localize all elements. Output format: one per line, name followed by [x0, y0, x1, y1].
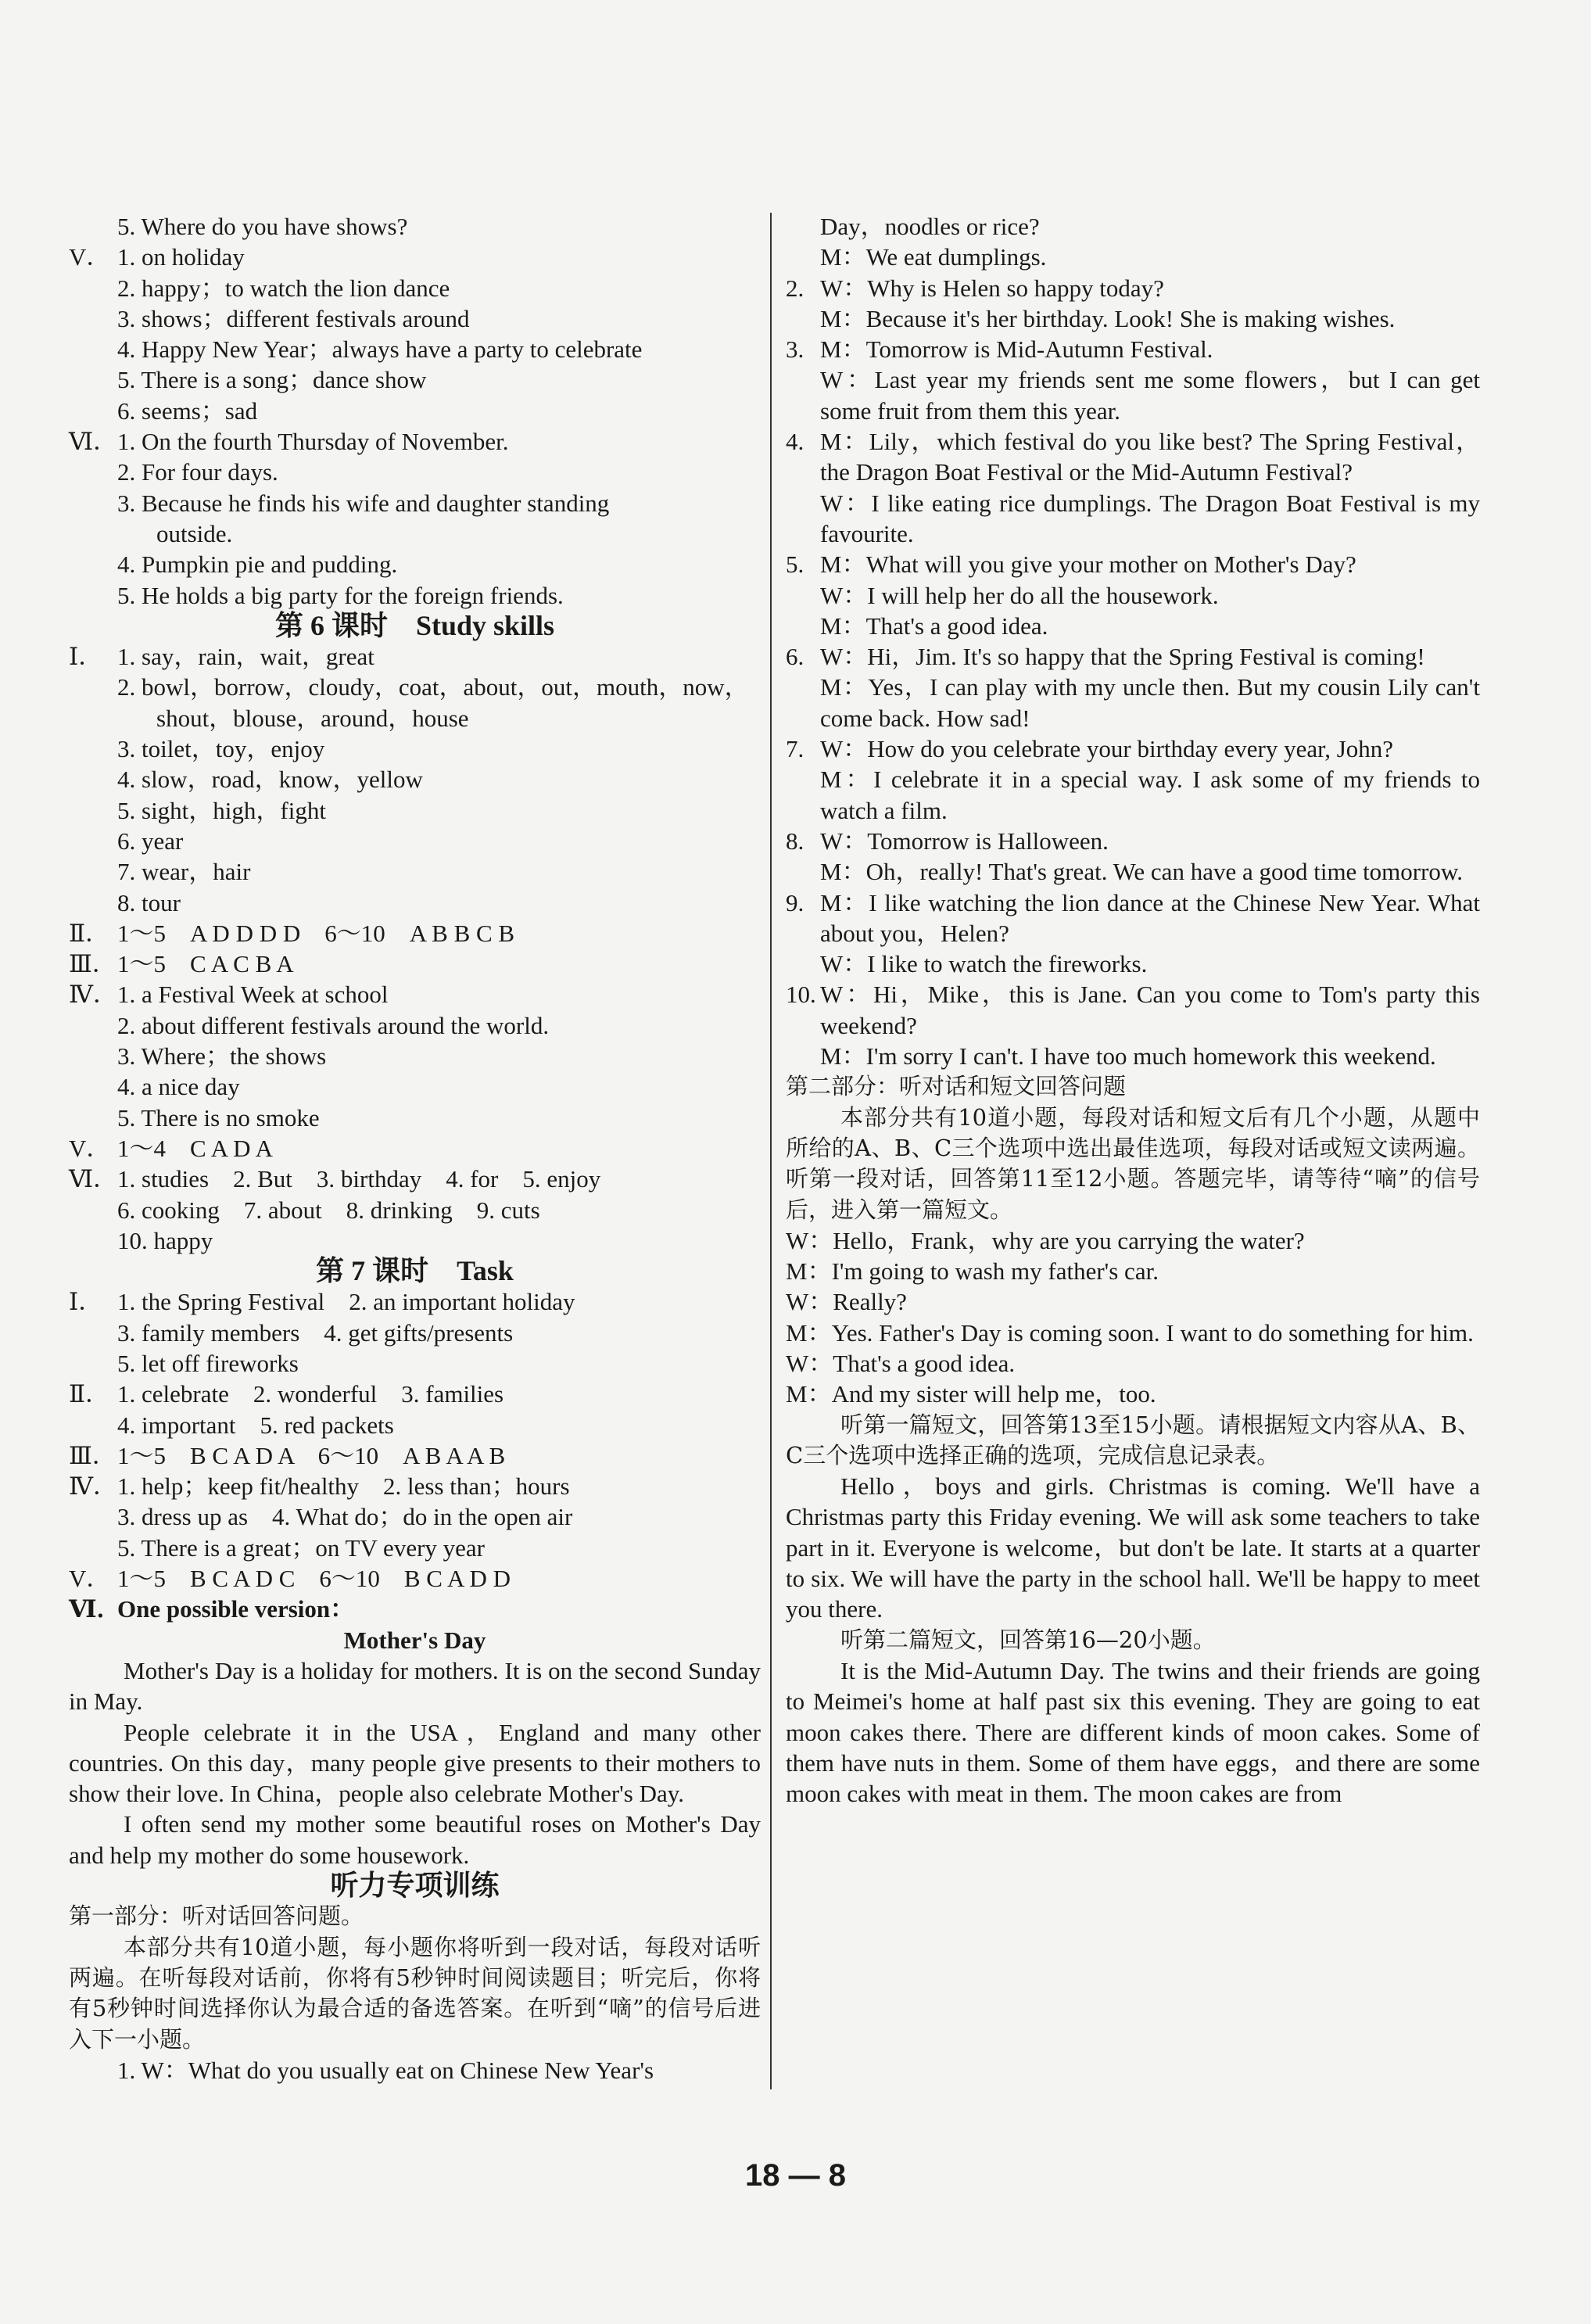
left-column [69, 211, 761, 2086]
answer-line [69, 918, 761, 949]
line-text: W：I like to watch the fireworks. [820, 950, 1148, 978]
section-number: Ⅲ． [69, 950, 116, 978]
line-text: 8. tour [117, 888, 181, 916]
answer-line [69, 364, 761, 395]
dialogue-line [786, 733, 1480, 764]
answer-line [69, 211, 761, 242]
answer-line [69, 518, 761, 549]
line-text: 4. slow，road，know，yellow [117, 766, 423, 794]
line-text: One possible version： [117, 1595, 355, 1623]
line-text: 1. studies 2. But 3. birthday 4. for 5. enjoy [117, 1165, 601, 1193]
instruction-heading: 第一部分：听对话回答问题。 [69, 1903, 364, 1930]
item-number: 2. [786, 274, 804, 302]
line-text: 1. celebrate 2. wonderful 3. families [117, 1380, 504, 1408]
line-text: 2. For four days. [117, 458, 278, 486]
item-number: 6. [786, 643, 804, 671]
answer-line [69, 1318, 761, 1348]
answer-line [69, 1195, 761, 1225]
line-text: shout，blouse，around，house [156, 704, 469, 732]
answer-line [69, 1103, 761, 1133]
answer-line [69, 672, 761, 702]
line-text: 1. say，rain，wait，great [117, 643, 374, 671]
line-text: W：Hi，Jim. It's so happy that the Spring Festival is coming! [820, 643, 1425, 671]
line-text: 4. Happy New Year；always have a party to celebrate [117, 335, 643, 364]
answer-line [69, 1010, 761, 1041]
answer-line [69, 1533, 761, 1563]
line-text: 5. Where do you have shows? [117, 213, 408, 240]
answer-line [69, 641, 761, 672]
answer-line [69, 1041, 761, 1071]
item-number: 10. [786, 981, 816, 1009]
line-text: M：I like watching the lion dance at the Chinese New Year. What about you，Helen? [820, 888, 1480, 947]
line-text: M：What will you give your mother on Mother's Day? [820, 551, 1356, 579]
line-text: 5. There is a great；on TV every year [117, 1533, 485, 1562]
answer-line [69, 1471, 761, 1501]
item-number: 5. [786, 551, 804, 579]
line-text: M：I'm sorry I can't. I have too much homework this weekend. [820, 1042, 1436, 1071]
answer-line [69, 733, 761, 764]
line-text: 10. happy [117, 1226, 213, 1254]
line-text: 1～5 B C A D C 6～10 B C A D D [117, 1565, 511, 1593]
answer-line [69, 549, 761, 579]
answer-line [69, 457, 761, 487]
line-text: 5. sight，high，fight [117, 796, 326, 824]
item-number: 9. [786, 888, 804, 916]
dialogue-line [786, 856, 1480, 887]
section-heading: 第 7 课时 Task [316, 1255, 514, 1287]
line-text: W：How do you celebrate your birthday every year, John? [820, 735, 1394, 763]
essay-title: Mother's Day [343, 1626, 486, 1654]
answer-line [69, 2055, 761, 2086]
answer-line [69, 580, 761, 611]
answer-line [69, 703, 761, 733]
dialogue-line: M：Yes. Father's Day is coming soon. I want to do something for him. [786, 1318, 1474, 1347]
line-text: 5. There is no smoke [117, 1103, 320, 1132]
section-number: Ⅵ． [69, 1165, 118, 1193]
line-text: 6. seems；sad [117, 396, 258, 425]
instruction-text: 本部分共有10道小题，每小题你将听到一段对话，每段对话听两遍。在听每段对话前，你将有5秒钟时间阅读题目；听完后，你将有5秒钟时间选择你认为最合适的备选答案。在听到“嘀”的信号后进入下一小题。 [69, 1933, 761, 2053]
answer-line [69, 273, 761, 303]
dialogue-line [786, 979, 1480, 1041]
line-text: M：I celebrate it in a special way. I ask some of my friends to watch a film. [820, 766, 1480, 824]
answer-line [69, 488, 761, 518]
section-number: V． [69, 1134, 111, 1162]
line-text: W：Last year my friends sent me some flowers，but I can get some fruit from them this year. [820, 366, 1480, 425]
dialogue-line [786, 334, 1480, 364]
line-text: 3. family members 4. get gifts/presents [117, 1318, 514, 1347]
line-text: 1. the Spring Festival 2. an important holiday [117, 1288, 575, 1316]
answer-line [69, 1379, 761, 1409]
section-number: Ⅲ． [69, 1441, 116, 1469]
line-text: 5. let off fireworks [117, 1349, 299, 1377]
answer-line [69, 1071, 761, 1102]
dialogue-line [786, 672, 1480, 733]
item-number: 4. [786, 428, 804, 456]
answer-line [69, 826, 761, 856]
line-text: W：I like eating rice dumplings. The Dragon Boat Festival is my favourite. [820, 489, 1480, 547]
paragraph: It is the Mid-Autumn Day. The twins and their friends are going to Meimei's home at half past six this evening. They are going to eat moon cakes there. There are different kinds of moon cakes. Some of them have nuts in them. Some of them have eggs，and there are some moon cakes with meat in them. The moon cakes are from [786, 1656, 1480, 1808]
line-text: Day，noodles or rice? [820, 213, 1040, 240]
line-text: W：I will help her do all the housework. [820, 581, 1219, 609]
paragraph: I often send my mother some beautiful roses on Mother's Day and help my mother do some housework. [69, 1810, 761, 1869]
line-text: 1～5 A D D D D 6～10 A B B C B [117, 919, 515, 947]
line-text: M：That's a good idea. [820, 611, 1048, 640]
line-text: 1. W：What do you usually eat on Chinese New Year's [117, 2056, 654, 2084]
line-text: outside. [156, 519, 233, 547]
section-number: Ⅰ． [69, 643, 103, 671]
dialogue-line [786, 1041, 1480, 1071]
section-number: Ⅵ． [69, 428, 118, 456]
dialogue-line: W：Hello，Frank，why are you carrying the water? [786, 1226, 1305, 1254]
line-text: 1. On the fourth Thursday of November. [117, 428, 509, 456]
answer-line [69, 1133, 761, 1164]
line-text: M：We eat dumplings. [820, 243, 1047, 271]
answer-line [69, 1164, 761, 1194]
answer-line [69, 242, 761, 272]
section-number: Ⅵ． [69, 1595, 121, 1623]
line-text: 4. a nice day [117, 1073, 240, 1101]
dialogue-line: M：I'm going to wash my father's car. [786, 1257, 1159, 1286]
answer-line [69, 795, 761, 826]
line-text: 3. Because he finds his wife and daughter standing [117, 489, 610, 517]
line-text: 3. toilet，toy，enjoy [117, 735, 325, 763]
line-text: M：Because it's her birthday. Look! She is making wishes. [820, 304, 1396, 332]
section-number: Ⅱ． [69, 919, 110, 947]
instruction-heading: 第二部分：听对话和短文回答问题 [786, 1073, 1127, 1100]
dialogue-line [786, 611, 1480, 641]
answer-line [69, 334, 761, 364]
line-text: 6. year [117, 827, 184, 855]
paragraph: People celebrate it in the USA，England and many other countries. On this day，many people give presents to their mothers to show their love. In China，people also celebrate Mother's Day. [69, 1718, 761, 1808]
line-text: 1. on holiday [117, 243, 245, 271]
dialogue-line: M：And my sister will help me，too. [786, 1380, 1156, 1408]
item-number: 3. [786, 335, 804, 364]
instruction-text: 听第二篇短文，回答第16—20小题。 [840, 1626, 1216, 1653]
answer-line [69, 396, 761, 426]
dialogue-line [786, 242, 1480, 272]
dialogue-line [786, 211, 1480, 242]
line-text: 6. cooking 7. about 8. drinking 9. cuts [117, 1196, 540, 1224]
answer-line [69, 1410, 761, 1440]
line-text: W：Why is Helen so happy today? [820, 274, 1164, 302]
line-text: 3. shows；different festivals around [117, 304, 470, 332]
answer-line [69, 1563, 761, 1594]
section-heading: 听力专项训练 [330, 1870, 500, 1902]
line-text: 3. dress up as 4. What do；do in the open air [117, 1503, 573, 1531]
dialogue-line: W：That's a good idea. [786, 1349, 1016, 1377]
line-text: 1～5 B C A D A 6～10 A B A A B [117, 1441, 506, 1469]
line-text: M：Tomorrow is Mid-Autumn Festival. [820, 335, 1213, 364]
dialogue-line [786, 488, 1480, 550]
answer-line [69, 856, 761, 887]
instruction-text: 听第一篇短文，回答第13至15小题。请根据短文内容从A、B、C三个选项中选择正确的选项，完成信息记录表。 [786, 1411, 1480, 1469]
dialogue-line [786, 949, 1480, 979]
section-number: V． [69, 1565, 111, 1593]
section-number: Ⅰ． [69, 1288, 103, 1316]
answer-line [69, 1225, 761, 1256]
line-text: 1. a Festival Week at school [117, 981, 389, 1009]
answer-line [69, 949, 761, 979]
answer-line [69, 764, 761, 794]
paragraph: Mother's Day is a holiday for mothers. It is on the second Sunday in May. [69, 1656, 761, 1716]
dialogue-line [786, 580, 1480, 611]
line-text: M：Lily，which festival do you like best? The Spring Festival，the Dragon Boat Festival or the Mid-Autumn Festival? [820, 428, 1480, 486]
answer-line [69, 1440, 761, 1471]
instruction-text: 本部分共有10道小题，每段对话和短文后有几个小题，从题中所给的A、B、C三个选项中选出最佳选项，每段对话或短文读两遍。听第一段对话，回答第11至12小题。答题完毕，请等待“嘀”的信号后，进入第一篇短文。 [786, 1103, 1480, 1223]
section-number: V． [69, 243, 111, 271]
dialogue-line [786, 549, 1480, 579]
dialogue-line [786, 426, 1480, 488]
dialogue-line [786, 826, 1480, 856]
answer-line [69, 426, 761, 457]
answer-line [69, 1501, 761, 1532]
line-text: M：Oh，really! That's great. We can have a good time tomorrow. [820, 858, 1464, 886]
section-number: Ⅳ． [69, 1472, 117, 1501]
line-text: 5. He holds a big party for the foreign friends. [117, 581, 564, 609]
line-text: 1～5 C A C B A [117, 950, 294, 978]
dialogue-line [786, 764, 1480, 826]
answer-line [69, 303, 761, 334]
column-divider [770, 213, 772, 2089]
line-text: 2. bowl，borrow，cloudy，coat，about，out，mouth，now， [117, 673, 749, 701]
line-text: W：Tomorrow is Halloween. [820, 827, 1109, 855]
section-heading: 第 6 课时 Study skills [274, 609, 555, 641]
line-text: 5. There is a song；dance show [117, 366, 427, 394]
line-text: 1～4 C A D A [117, 1134, 273, 1162]
right-column [786, 211, 1480, 1809]
item-number: 7. [786, 735, 804, 763]
answer-line [69, 1594, 761, 1624]
line-text: 2. happy；to watch the lion dance [117, 274, 450, 302]
page-number: 18 — 8 [745, 2158, 846, 2193]
dialogue-line: W：Really? [786, 1288, 907, 1316]
section-number: Ⅱ． [69, 1380, 110, 1408]
line-text: M：Yes，I can play with my uncle then. But my cousin Lily can't come back. How sad! [820, 673, 1480, 732]
line-text: 4. important 5. red packets [117, 1411, 394, 1439]
answer-line [69, 1286, 761, 1317]
section-number: Ⅳ． [69, 981, 117, 1009]
line-text: 1. help；keep fit/healthy 2. less than；hours [117, 1472, 570, 1501]
answer-line [69, 888, 761, 918]
line-text: W：Hi，Mike，this is Jane. Can you come to Tom's party this weekend? [820, 981, 1480, 1039]
item-number: 8. [786, 827, 804, 855]
dialogue-line [786, 641, 1480, 672]
line-text: 2. about different festivals around the world. [117, 1011, 550, 1039]
paragraph: Hello，boys and girls. Christmas is coming. We'll have a Christmas party this Friday evening. We will ask some teachers to take part in it. Everyone is welcome，but don't be late. It starts at a quarter to six. We will have the party in the school hall. We'll be happy to meet you there. [786, 1472, 1480, 1623]
dialogue-line [786, 273, 1480, 303]
line-text: 7. wear，hair [117, 858, 251, 886]
answer-line [69, 1348, 761, 1379]
line-text: 3. Where；the shows [117, 1042, 327, 1071]
line-text: 4. Pumpkin pie and pudding. [117, 551, 398, 579]
answer-line [69, 979, 761, 1010]
dialogue-line [786, 364, 1480, 426]
dialogue-line [786, 303, 1480, 334]
dialogue-line [786, 888, 1480, 949]
